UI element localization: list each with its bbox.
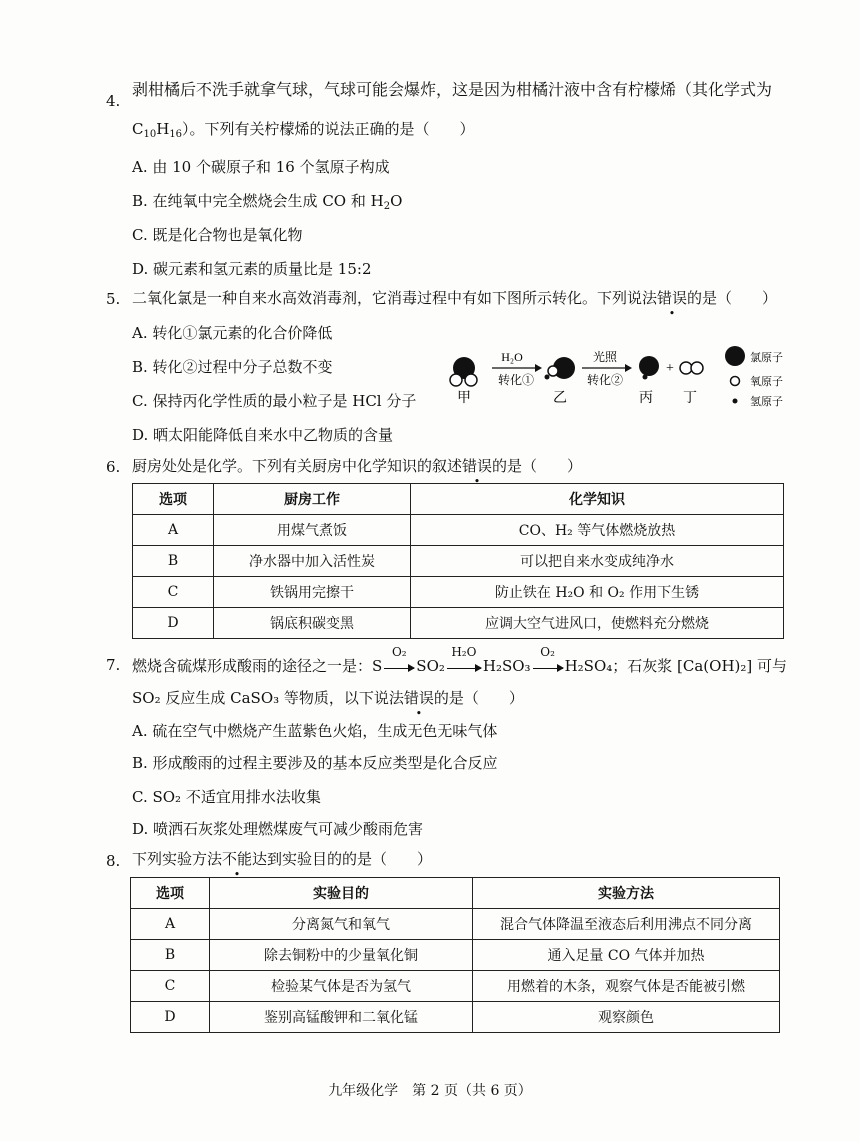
cell: 除去铜粉中的少量氧化铜: [210, 940, 473, 971]
stem-tail: ；石灰浆 [Ca(OH)₂] 可与: [612, 657, 788, 675]
question-6-stem: [132, 456, 582, 476]
molecule-jia: [450, 357, 477, 386]
molecule-conversion-diagram: [440, 340, 800, 415]
page-footer: 九年级化学 第 2 页（共 6 页）: [328, 1083, 532, 1099]
cell: 鉴别高锰酸钾和二氧化锰: [210, 1002, 473, 1033]
question-8-stem: [132, 849, 432, 869]
question-8-table: [130, 877, 780, 1033]
table-row: [131, 1002, 780, 1033]
question-4-stem-rest: ）。下列有关柠檬烯的说法正确的是（ ）: [182, 120, 475, 138]
cell: 净水器中加入活性炭: [214, 546, 411, 577]
emphasis-text: 错误: [657, 289, 688, 307]
cell: D: [131, 1002, 210, 1033]
question-4-number: 4.: [106, 92, 121, 110]
cell: A: [131, 909, 210, 940]
question-7-number: 7.: [106, 656, 121, 674]
question-7-stem-line2: [132, 688, 524, 708]
cell: C: [133, 577, 214, 608]
chem-h2so4: H₂SO₄: [564, 657, 613, 675]
arrow-h2o: [445, 645, 483, 677]
option-b-text: B. 在纯氧中完全燃烧会生成 CO 和 H: [132, 192, 384, 210]
question-4-option-d: D. 碳元素和氢元素的质量比是 15:2: [132, 260, 372, 278]
cell: 锅底积碳变黑: [214, 608, 411, 639]
cell: C: [131, 971, 210, 1002]
arrow2-bottom-label: 转化②: [586, 373, 624, 387]
molecule-bing: [639, 356, 659, 380]
header-kitchen-work: 厨房工作: [214, 484, 411, 515]
molecule-ding: [680, 362, 703, 374]
question-7-option-b: B. 形成酸雨的过程主要涉及的基本反应类型是化合反应: [132, 754, 498, 772]
table-row: [133, 577, 784, 608]
emphasis-text: 错误: [403, 689, 434, 707]
chem-h2so3: H₂SO₃: [482, 657, 531, 675]
cell: 应调大空气进风口，使燃料充分燃烧: [411, 608, 784, 639]
stem-text: SO₂ 反应生成 CaSO₃ 等物质，以下说法: [132, 689, 404, 707]
question-6-table: [132, 483, 784, 639]
question-7-option-c: C. SO₂ 不适宜用排水法收集: [132, 788, 321, 806]
cell: 用燃着的木条，观察气体是否能被引燃: [473, 971, 780, 1002]
table-row: [131, 971, 780, 1002]
legend-oxygen: 氧原子: [750, 375, 783, 388]
question-5-stem: [132, 288, 777, 308]
option-b-sub: 2: [383, 201, 391, 212]
table-row: [131, 909, 780, 940]
table-row: [131, 940, 780, 971]
arrow-label: H₂O: [451, 645, 477, 659]
emphasis-text: 错误: [462, 457, 493, 475]
chem-so2: SO₂: [416, 657, 445, 675]
cell: 可以把自来水变成纯净水: [411, 546, 784, 577]
cell: D: [133, 608, 214, 639]
label-ding: 丁: [683, 390, 697, 406]
label-bing: 丙: [639, 390, 653, 406]
plus-sign: +: [666, 361, 674, 376]
cell: A: [133, 515, 214, 546]
question-4-option-a: A. 由 10 个碳原子和 16 个氢原子构成: [132, 158, 390, 176]
stem-post: 达到实验目的的是（ ）: [252, 850, 433, 868]
arrow1-top-label: H₂O: [501, 350, 523, 364]
arrow1-bottom-label: 转化①: [497, 373, 535, 387]
cell: 用煤气煮饭: [214, 515, 411, 546]
emphasis-text: 不能: [222, 850, 253, 868]
header-option: 选项: [131, 878, 210, 909]
question-7-stem-line1: [132, 645, 788, 677]
cell: 铁锅用完擦干: [214, 577, 411, 608]
question-7-option-a: A. 硫在空气中燃烧产生蓝紫色火焰，生成无色无味气体: [132, 722, 498, 740]
question-7-option-d: D. 喷洒石灰浆处理燃煤废气可减少酸雨危害: [132, 820, 424, 838]
question-4-stem-line1: 剥柑橘后不洗手就拿气球，气球可能会爆炸，这是因为柑橘汁液中含有柠檬烯（其化学式为: [132, 80, 773, 99]
question-5-option-c: C. 保持丙化学性质的最小粒子是 HCl 分子: [132, 392, 417, 410]
table-row: [133, 608, 784, 639]
formula-c: C: [132, 120, 144, 138]
arrow-o2-2: [531, 645, 565, 677]
label-jia: 甲: [457, 390, 471, 406]
arrow-label: O₂: [391, 645, 407, 659]
label-yi: 乙: [553, 390, 567, 406]
question-5-option-a: A. 转化①氯元素的化合价降低: [132, 324, 333, 342]
question-4-option-c: C. 既是化合物也是氧化物: [132, 226, 303, 244]
question-5-number: 5.: [106, 290, 121, 308]
formula-h-sub: 16: [169, 129, 183, 140]
cell: 防止铁在 H₂O 和 O₂ 作用下生锈: [411, 577, 784, 608]
cell: B: [133, 546, 214, 577]
header-purpose: 实验目的: [210, 878, 473, 909]
formula-h: H: [156, 120, 170, 138]
stem-text: 厨房处处是化学。下列有关厨房中化学知识的叙述: [132, 457, 463, 475]
formula-c-sub: 10: [143, 129, 157, 140]
question-5-option-b: B. 转化②过程中分子总数不变: [132, 358, 333, 376]
cell: CO、H₂ 等气体燃烧放热: [411, 515, 784, 546]
header-method: 实验方法: [473, 878, 780, 909]
stem-text: 燃烧含硫煤形成酸雨的途径之一是：: [132, 657, 373, 675]
question-6-number: 6.: [106, 458, 121, 476]
cell: 分离氮气和氧气: [210, 909, 473, 940]
question-5-option-d: D. 晒太阳能降低自来水中乙物质的含量: [132, 426, 394, 444]
cell: 观察颜色: [473, 1002, 780, 1033]
arrow-o2: [382, 645, 416, 677]
cell: 通入足量 CO 气体并加热: [473, 940, 780, 971]
chem-s: S: [372, 657, 383, 675]
legend-hydrogen: 氢原子: [750, 395, 783, 408]
legend-chlorine: 氯原子: [750, 351, 783, 364]
question-4-option-b: [132, 190, 402, 211]
header-chem-knowledge: 化学知识: [411, 484, 784, 515]
cell: 混合气体降温至液态后利用沸点不同分离: [473, 909, 780, 940]
molecule-yi: [545, 357, 576, 380]
option-b-post: O: [390, 192, 403, 210]
table-header-row: [133, 484, 784, 515]
table-row: [133, 515, 784, 546]
question-8-number: 8.: [106, 852, 121, 870]
stem-post: 的是（ ）: [492, 457, 583, 475]
stem-text: 下列实验方法: [132, 850, 223, 868]
table-row: [133, 546, 784, 577]
header-option: 选项: [133, 484, 214, 515]
question-4-stem-line2: [132, 119, 475, 139]
table-header-row: [131, 878, 780, 909]
cell: B: [131, 940, 210, 971]
stem-post: 的是（ ）: [433, 689, 524, 707]
stem-post: 的是（ ）: [687, 289, 778, 307]
stem-text: 二氧化氯是一种自来水高效消毒剂，它消毒过程中有如下图所示转化。下列说法: [132, 289, 658, 307]
cell: 检验某气体是否为氢气: [210, 971, 473, 1002]
arrow-label: O₂: [540, 645, 555, 659]
arrow2-top-label: 光照: [592, 350, 618, 364]
